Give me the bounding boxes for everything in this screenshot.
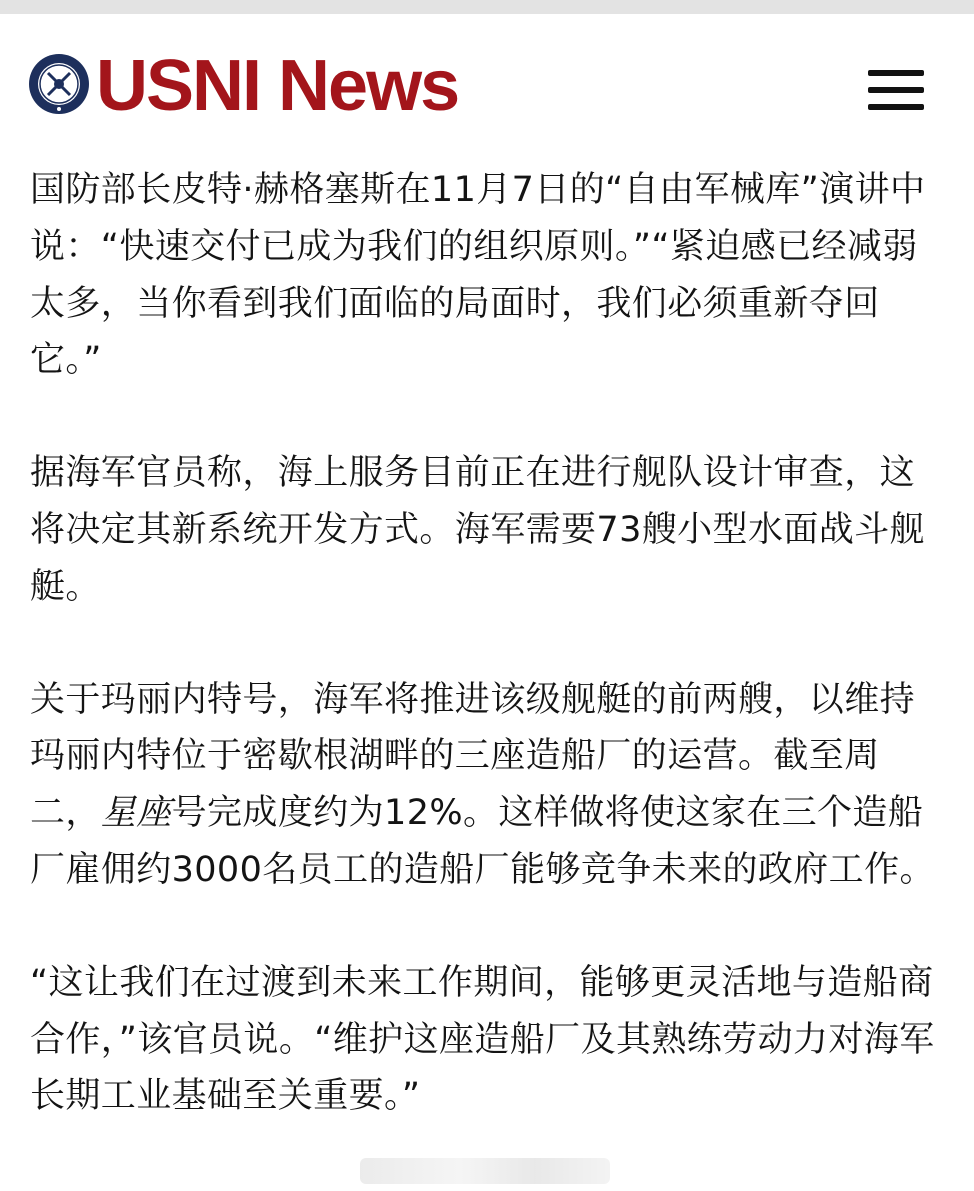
- menu-bar: [868, 87, 924, 93]
- article-paragraph-3: [30, 672, 950, 899]
- menu-bar: [868, 70, 924, 76]
- usni-news-logo[interactable]: [28, 44, 458, 124]
- paragraph-3-text-a: 关于玛丽内特号，海军将推进该级舰艇的前两艘，以维持玛丽内特位于密歇根湖畔的三座造船厂的运营。截至周二，: [30, 679, 916, 834]
- article-body: [30, 162, 950, 1181]
- watermark-overlay: [360, 1158, 610, 1184]
- hamburger-menu-icon[interactable]: [864, 66, 928, 118]
- article-paragraph-4: “这让我们在过渡到未来工作期间，能够更灵活地与造船商合作，”该官员说。“维护这座造船厂及其熟练劳动力对海军长期工业基础至关重要。”: [30, 962, 935, 1117]
- constellation-italic: 星座: [100, 793, 172, 834]
- naval-institute-seal-icon: [28, 53, 90, 115]
- browser-top-strip: [0, 0, 974, 14]
- paragraph-3-text-b: 号完成度约为12%。这样做将使这家在三个造船厂雇佣约3000名员工的造船厂能够竞争未来的政府工作。: [30, 793, 935, 890]
- site-header: [0, 14, 974, 142]
- article-paragraph-2: 据海军官员称，海上服务目前正在进行舰队设计审查，这将决定其新系统开发方式。海军需要73艘小型水面战斗舰艇。: [30, 453, 925, 607]
- menu-bar: [868, 104, 924, 110]
- logo-wordmark: USNI News: [96, 46, 459, 126]
- article-paragraph-1: 国防部长皮特·赫格塞斯在11月7日的“自由军械库”演讲中说：“快速交付已成为我们的组织原则。”“紧迫感已经减弱太多，当你看到我们面临的局面时，我们必须重新夺回它。”: [30, 170, 926, 381]
